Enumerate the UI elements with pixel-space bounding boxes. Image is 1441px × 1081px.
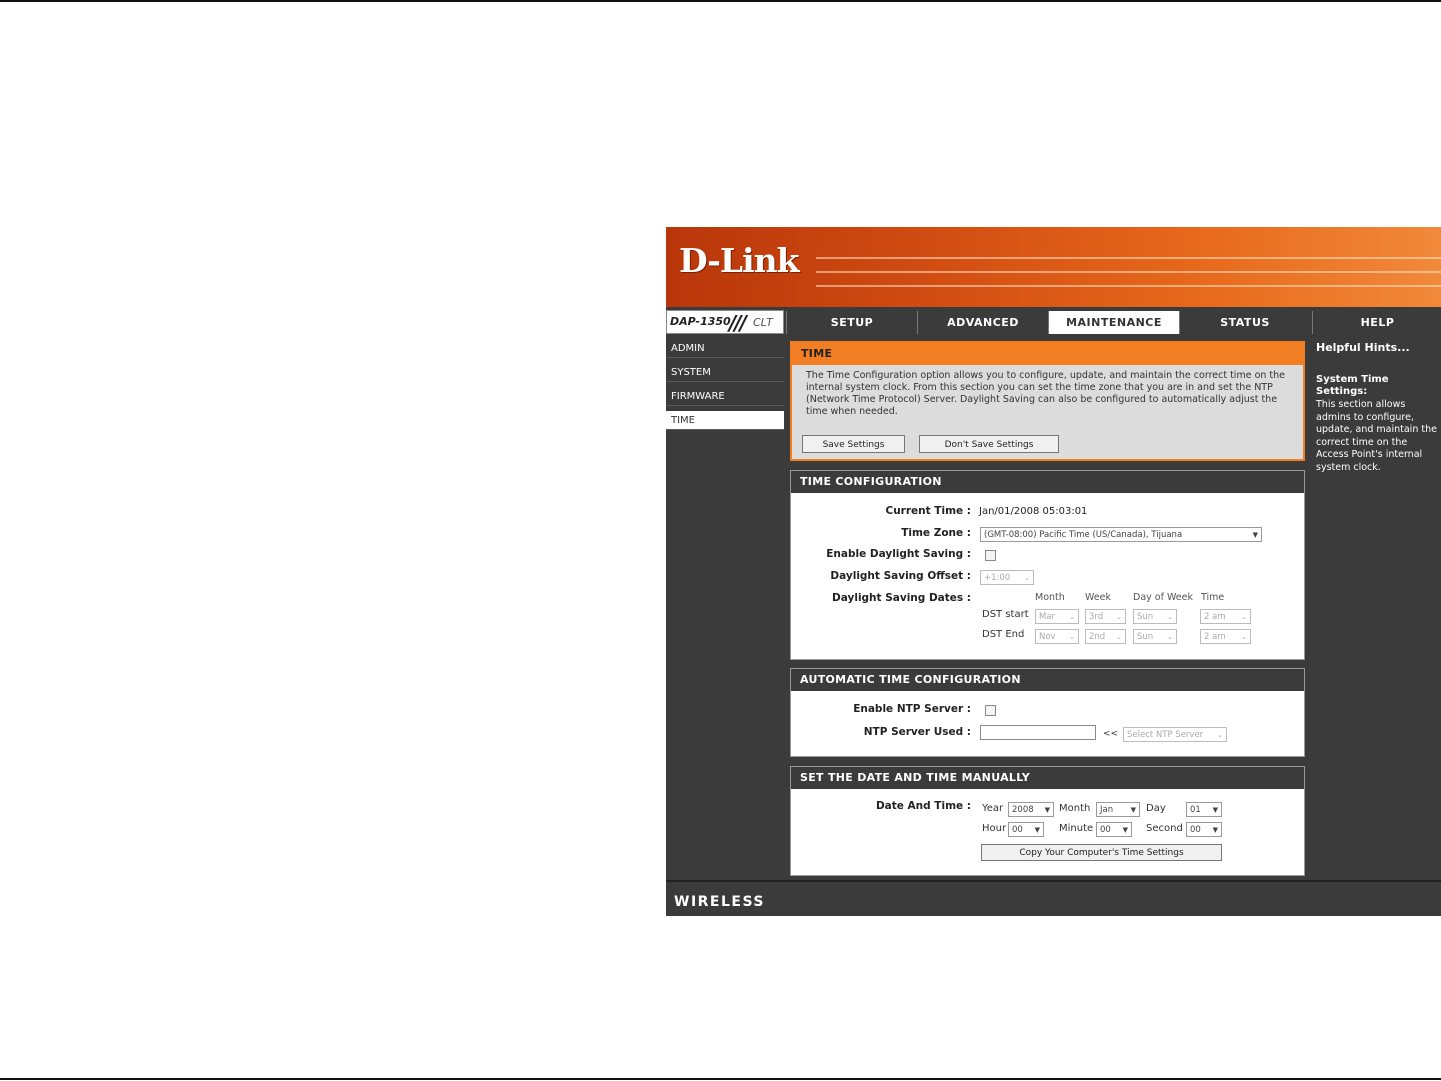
dst-end-week-select[interactable] [1085, 629, 1126, 644]
year-select[interactable] [1008, 802, 1054, 817]
second-value: 00 [1190, 825, 1201, 835]
tab-status[interactable]: STATUS [1179, 311, 1310, 334]
dst-start-time-select[interactable] [1200, 609, 1251, 624]
offset-value: +1:00 [984, 573, 1011, 583]
daylight-offset-select[interactable] [980, 570, 1034, 585]
dst-start-dow: Sun [1137, 612, 1154, 622]
bottom-rule [0, 1078, 1441, 1080]
column-time: Time [1201, 592, 1225, 603]
daylight-saving-label: Enable Daylight Saving : [826, 548, 971, 560]
minute-value: 00 [1100, 825, 1111, 835]
chevron-down-icon: ⌄ [1116, 633, 1122, 641]
day-label: Day [1146, 803, 1166, 814]
dst-start-week: 3rd [1089, 612, 1104, 622]
month-label: Month [1059, 803, 1091, 814]
minute-label: Minute [1059, 823, 1094, 834]
footer [666, 880, 1441, 916]
time-section-title: TIME [792, 343, 1303, 365]
router-ui [666, 227, 1441, 916]
dst-end-dow: Sun [1137, 632, 1154, 642]
minute-select[interactable] [1096, 822, 1132, 837]
month-select[interactable] [1096, 802, 1140, 817]
chevron-down-icon: ⌄ [1116, 613, 1122, 621]
time-configuration-section [790, 470, 1305, 660]
sidebar-item-admin[interactable]: ADMIN [666, 339, 784, 358]
second-select[interactable] [1186, 822, 1222, 837]
tab-setup[interactable]: SETUP [786, 311, 917, 334]
chevron-down-icon: ⌄ [1217, 731, 1223, 739]
help-subtitle: System Time Settings: [1316, 374, 1389, 397]
day-select[interactable] [1186, 802, 1222, 817]
ntp-arrow: << [1103, 729, 1119, 739]
ntp-server-input[interactable] [980, 725, 1096, 740]
chevron-down-icon: ⌄ [1167, 613, 1173, 621]
date-and-time-label: Date And Time : [875, 800, 971, 812]
model-version: CLT [753, 316, 773, 329]
column-month: Month [1035, 592, 1065, 603]
enable-ntp-label: Enable NTP Server : [853, 703, 971, 715]
daylight-dates-label: Daylight Saving Dates : [832, 592, 971, 604]
tab-maintenance[interactable]: MAINTENANCE [1048, 311, 1179, 334]
tab-help[interactable]: HELP [1312, 311, 1441, 334]
copy-computer-time-button[interactable]: Copy Your Computer's Time Settings [981, 844, 1222, 861]
time-section [790, 341, 1305, 461]
daylight-saving-checkbox[interactable] [985, 550, 996, 561]
sidebar-item-system[interactable]: SYSTEM [666, 363, 784, 382]
dst-end-month: Nov [1039, 632, 1056, 642]
automatic-time-section [790, 668, 1305, 757]
main-content [786, 337, 1310, 880]
chevron-down-icon: ▼ [1212, 806, 1218, 814]
dst-start-month: Mar [1039, 612, 1056, 622]
chevron-down-icon: ⌄ [1069, 633, 1075, 641]
model-badge [666, 310, 784, 334]
wireless-logo: WIRELESS [674, 894, 766, 910]
year-value: 2008 [1012, 805, 1034, 815]
time-zone-value: (GMT-08:00) Pacific Time (US/Canada), Tijuana [984, 530, 1183, 540]
time-zone-label: Time Zone : [901, 527, 971, 539]
month-value: Jan [1100, 805, 1114, 815]
time-description: The Time Configuration option allows you to configure, update, and maintain the correct time on the internal system clock. From this section you can set the time zone that you are in and set the NTP (Network Time Protocol) Server. Daylight Saving can also be configured to automatically adjust the time when needed. [806, 370, 1286, 417]
dst-end-time: 2 am [1204, 632, 1226, 642]
chevron-down-icon: ⌄ [1241, 613, 1247, 621]
time-configuration-title: TIME CONFIGURATION [791, 471, 1304, 493]
model-number: DAP-1350 [670, 315, 731, 328]
daylight-offset-label: Daylight Saving Offset : [830, 570, 971, 582]
column-day-of-week: Day of Week [1133, 592, 1193, 603]
chevron-down-icon: ▼ [1034, 826, 1040, 834]
ntp-server-used-label: NTP Server Used : [863, 726, 971, 738]
manual-time-section [790, 766, 1305, 876]
dst-start-time: 2 am [1204, 612, 1226, 622]
year-label: Year [982, 803, 1004, 814]
chevron-down-icon: ⌄ [1024, 574, 1030, 582]
chevron-down-icon: ⌄ [1241, 633, 1247, 641]
chevron-down-icon: ▼ [1044, 806, 1050, 814]
ntp-select-placeholder: Select NTP Server [1127, 730, 1204, 740]
ntp-server-select[interactable] [1123, 727, 1227, 742]
dst-end-month-select[interactable] [1035, 629, 1079, 644]
sidebar-item-time[interactable]: TIME [666, 411, 784, 430]
dst-start-dow-select[interactable] [1133, 609, 1177, 624]
second-label: Second [1146, 823, 1183, 834]
current-time-value: Jan/01/2008 05:03:01 [979, 506, 1088, 517]
save-settings-button[interactable]: Save Settings [802, 435, 905, 453]
dont-save-settings-button[interactable]: Don't Save Settings [919, 435, 1059, 453]
chevron-down-icon: ⌄ [1069, 613, 1075, 621]
hour-label: Hour [982, 823, 1007, 834]
help-body: This section allows admins to configure, update, and maintain the correct time on the Access Point's internal system clock. [1316, 399, 1437, 473]
dst-end-time-select[interactable] [1200, 629, 1251, 644]
time-zone-select[interactable] [980, 527, 1262, 542]
banner [666, 227, 1441, 307]
chevron-down-icon: ▼ [1212, 826, 1218, 834]
dst-end-label: DST End [982, 629, 1025, 640]
top-rule [0, 0, 1441, 2]
tab-advanced[interactable]: ADVANCED [917, 311, 1048, 334]
dst-start-label: DST start [982, 609, 1029, 620]
chevron-down-icon: ▼ [1252, 531, 1258, 539]
column-week: Week [1085, 592, 1112, 603]
hour-select[interactable] [1008, 822, 1044, 837]
current-time-label: Current Time : [885, 505, 971, 517]
dst-start-week-select[interactable] [1085, 609, 1126, 624]
automatic-time-title: AUTOMATIC TIME CONFIGURATION [791, 669, 1304, 691]
help-panel [1312, 337, 1441, 880]
chevron-down-icon: ▼ [1122, 826, 1128, 834]
sidebar-item-firmware[interactable]: FIRMWARE [666, 387, 784, 406]
hour-value: 00 [1012, 825, 1023, 835]
dlink-logo: D-Link [679, 241, 799, 280]
dst-end-week: 2nd [1089, 632, 1106, 642]
chevron-down-icon: ▼ [1130, 806, 1136, 814]
day-value: 01 [1190, 805, 1201, 815]
enable-ntp-checkbox[interactable] [985, 705, 996, 716]
help-title: Helpful Hints... [1316, 341, 1410, 354]
dst-end-dow-select[interactable] [1133, 629, 1177, 644]
model-slashes: /// [729, 311, 745, 335]
chevron-down-icon: ⌄ [1167, 633, 1173, 641]
dst-start-month-select[interactable] [1035, 609, 1079, 624]
manual-time-title: SET THE DATE AND TIME MANUALLY [791, 767, 1304, 789]
